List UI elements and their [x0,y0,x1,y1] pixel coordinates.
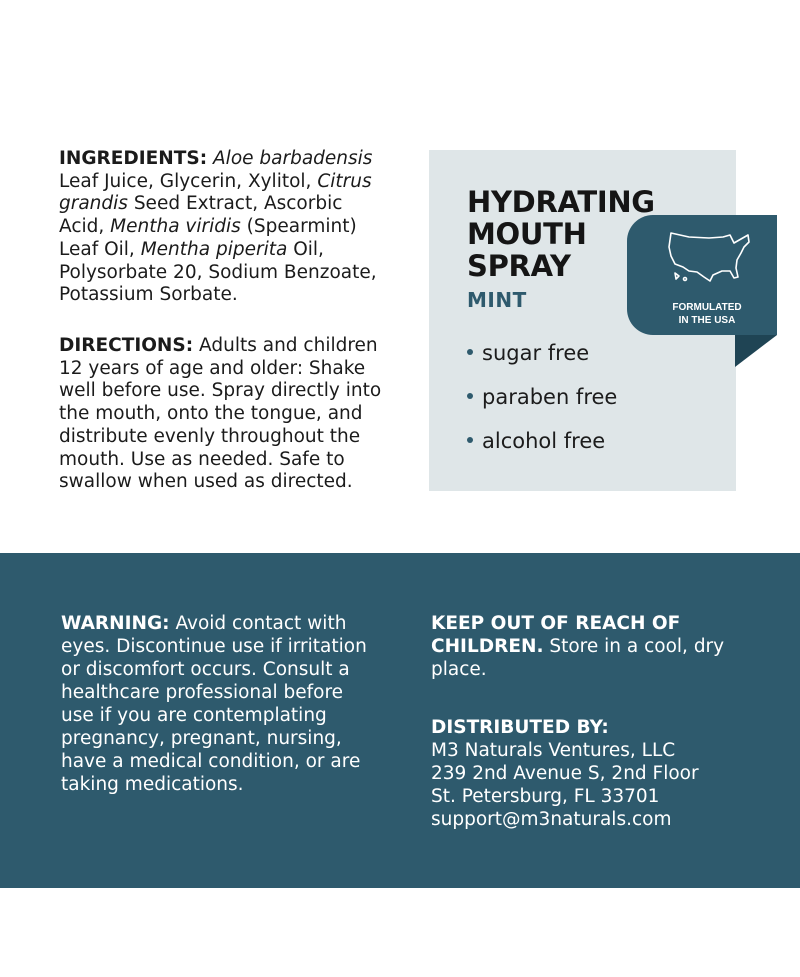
bullet-icon [467,437,473,443]
feature-item [467,430,617,452]
directions-text [59,335,389,494]
keep-out-label: KEEP OUT OF REACH OF CHILDREN. [431,613,681,657]
ingredient-part: Citrus grandis [59,170,372,215]
distributor-name: M3 Naturals Ventures, LLC [431,740,676,761]
distributor-email: support@m3naturals.com [431,809,672,830]
badge-fold [735,335,777,367]
feature-label: paraben free [482,385,618,409]
ingredients-text [59,148,389,307]
product-name-line: HYDRATING [467,185,655,219]
feature-label: sugar free [482,341,590,365]
feature-item [467,342,617,364]
badge-line-1: FORMULATED [672,302,742,313]
feature-label: alcohol free [482,429,606,453]
distributed-label: DISTRIBUTED BY: [431,717,609,738]
keep-out-text [431,612,731,681]
warning-text [61,612,381,796]
distributor-address-line: 239 2nd Avenue S, 2nd Floor [431,763,699,784]
ingredient-part: Mentha viridis [110,216,241,238]
formulated-in-usa-badge [627,215,777,367]
feature-item [467,386,617,408]
ingredient-part: Seed Extract, Ascorbic Acid, [59,193,343,238]
feature-list [467,342,617,474]
ingredient-part: Mentha piperita [140,238,288,260]
ingredients-label: INGREDIENTS: [59,148,208,169]
warning-label: WARNING: [61,613,170,634]
warning-body: Avoid contact with eyes. Discontinue use if irritation or discomfort occurs. Consult a healthcare professional before use if you are contemplating pregnancy, pregnant, nursing, have a medical condition, or are taking medications. [61,613,367,795]
product-name-line: SPRAY [467,249,571,283]
ingredient-part: (Spearmint) Leaf Oil, [59,216,357,260]
distributor-city-line: St. Petersburg, FL 33701 [431,786,660,807]
ingredient-part: Aloe barbadensis [207,148,373,169]
bullet-icon [467,349,473,355]
product-name-line: MOUTH [467,217,587,251]
badge-line-2: IN THE USA [678,315,736,326]
distributor-info [431,716,731,831]
directions-body: Adults and children 12 years of age and older: Shake well before use. Spray directly into the mouth, onto the tongue, and distribute evenly throughout the mouth. Use as needed. Safe to swallow when used as directed. [59,335,382,493]
directions-label: DIRECTIONS: [59,335,194,356]
bullet-icon [467,393,473,399]
ingredient-part: Leaf Juice, Glycerin, Xylitol, [59,170,318,192]
keep-out-body: Store in a cool, dry place. [431,636,725,680]
ingredient-part: Oil, Polysorbate 20, Sodium Benzoate, Potassium Sorbate. [59,238,377,306]
product-flavor: MINT [467,288,527,312]
